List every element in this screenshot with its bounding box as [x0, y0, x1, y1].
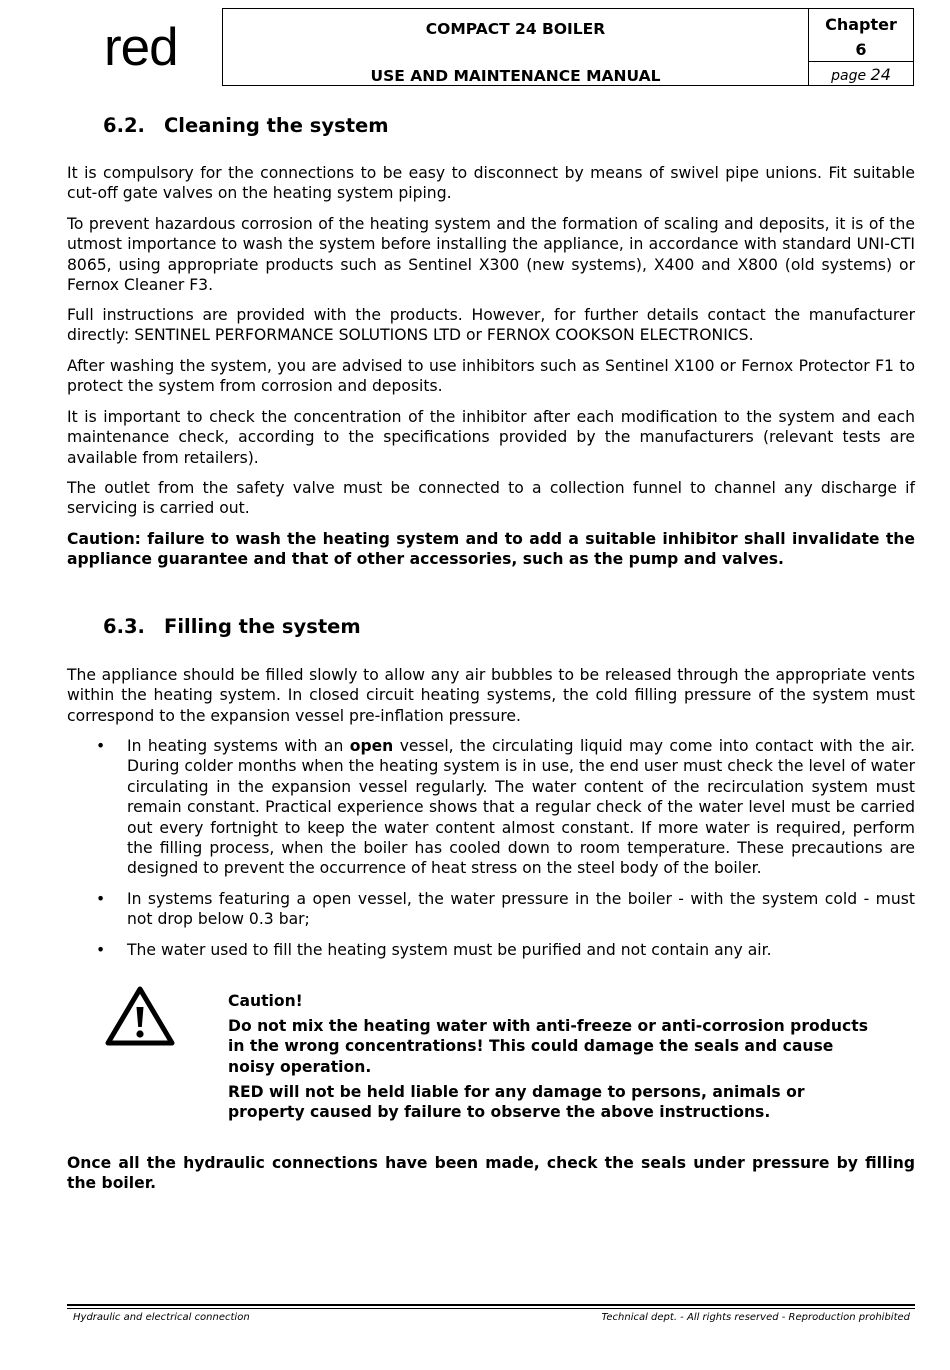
document-subtitle: USE AND MAINTENANCE MANUAL — [370, 67, 661, 85]
section-number: 6.2. — [103, 114, 145, 137]
bullet-text: vessel, the circulating liquid may come into contact with the air. During colder months when the heating system is in use, the end user must check the level of water circulating in the expansion vessel regularly. The water content of the recirculation system must remain constant. Practical experience shows that a regular check of the water level must be carried out every fortnight to keep the water content almost constant. If more water is required, perform the filling process, when the boiler has cooled down to room temperature. These precautions are designed to prevent the occurrence of heat stress on the steel body of the boiler. — [127, 737, 915, 878]
closing-paragraph: Once all the hydraulic connections have been made, check the seals under pressure by filling the boiler. — [67, 1154, 915, 1193]
footer-divider — [67, 1304, 915, 1306]
document-title: COMPACT 24 BOILER — [425, 20, 606, 38]
bullet-emphasis: open — [349, 737, 394, 755]
page-divider — [809, 61, 913, 62]
chapter-number: 6 — [855, 40, 867, 59]
bullet-text: In systems featuring a open vessel, the water pressure in the boiler - with the system cold - must not drop below 0.3 bar; — [127, 889, 915, 929]
section-title: Cleaning the system — [164, 114, 389, 137]
paragraph: The outlet from the safety valve must be connected to a collection funnel to channel any discharge if servicing is carried out. — [67, 479, 915, 518]
caution-paragraph: Caution: failure to wash the heating system and to add a suitable inhibitor shall invalidate the appliance guarantee and that of other accessories, such as the pump and valves. — [67, 530, 915, 569]
bullet-list — [67, 736, 915, 970]
paragraph: It is important to check the concentration of the inhibitor after each modification to the system and each maintenance check, according to the specifications provided by the manufacturers (relevant tests are available from retailers). — [67, 408, 915, 467]
section-heading-cleaning — [103, 114, 389, 137]
footer-section-name: Hydraulic and electrical connection — [73, 1312, 250, 1323]
bullet-icon: • — [96, 889, 106, 908]
page-number: 24 — [870, 65, 891, 84]
header-box — [222, 8, 914, 86]
warning-liability-text: RED will not be held liable for any damage to persons, animals or property caused by failure to observe the above instructions. — [228, 1083, 805, 1122]
bullet-icon: • — [96, 737, 106, 755]
page-label: page — [831, 68, 867, 84]
paragraph: The appliance should be filled slowly to allow any air bubbles to be released through the appropriate vents within the heating system. In closed circuit heating systems, the cold filling pressure of the system must correspond to the expansion vessel pre-inflation pressure. — [67, 666, 915, 725]
footer-divider — [67, 1308, 915, 1309]
warning-title: Caution! — [228, 992, 303, 1010]
warning-text: Do not mix the heating water with anti-freeze or anti-corrosion products in the wrong concentrations! This could damage the seals and cause noisy operation. — [228, 1017, 868, 1076]
bullet-text: In heating systems with an — [127, 737, 350, 755]
paragraph: After washing the system, you are advised to use inhibitors such as Sentinel X100 or Fernox Protector F1 to protect the system from corrosion and deposits. — [67, 357, 915, 396]
section-number: 6.3. — [103, 615, 145, 638]
list-item — [67, 940, 915, 960]
paragraph: To prevent hazardous corrosion of the heating system and the formation of scaling and deposits, it is of the utmost importance to wash the system before installing the appliance, in accordance with standard UNI-CTI 8065, using appropriate products such as Sentinel X300 (new systems), X400 and X800 (old systems) or Fernox Cleaner F3. — [67, 215, 915, 295]
header-title-cell — [223, 9, 809, 85]
warning-triangle-icon — [104, 985, 176, 1049]
section-title: Filling the system — [164, 615, 361, 638]
paragraph: It is compulsory for the connections to be easy to disconnect by means of swivel pipe unions. Fit suitable cut-off gate valves on the heating system piping. — [67, 164, 915, 203]
chapter-cell — [809, 9, 913, 85]
bullet-icon: • — [96, 940, 106, 959]
section-heading-filling — [103, 615, 361, 638]
page-indicator — [809, 65, 913, 84]
brand-logo: red — [104, 18, 178, 77]
paragraph: Full instructions are provided with the products. However, for further details contact the manufacturer directly: SENTINEL PERFORMANCE SOLUTIONS LTD or FERNOX COOKSON ELECTRONICS. — [67, 306, 915, 345]
footer-copyright: Technical dept. - All rights reserved - Reproduction prohibited — [601, 1312, 910, 1323]
bullet-text: The water used to fill the heating system must be purified and not contain any air. — [127, 940, 772, 959]
list-item — [67, 736, 915, 879]
chapter-label: Chapter — [825, 15, 897, 34]
list-item — [67, 889, 915, 930]
